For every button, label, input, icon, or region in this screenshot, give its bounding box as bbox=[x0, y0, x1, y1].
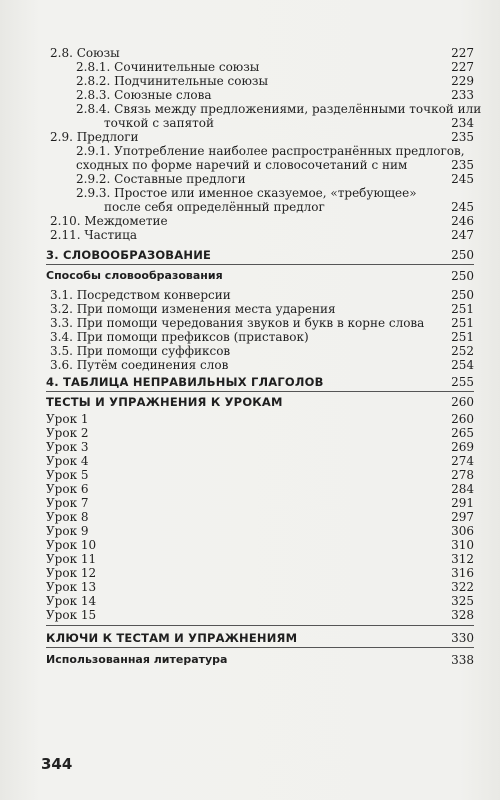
toc-page-number: 229 bbox=[451, 74, 474, 88]
toc-entry-title: 3.5. При помощи суффиксов bbox=[50, 344, 231, 358]
toc-entry-title: 2.8.1. Сочинительные союзы bbox=[76, 60, 260, 74]
toc-entry-title: Урок 10 bbox=[46, 538, 97, 552]
toc-page-number: 328 bbox=[451, 608, 474, 622]
toc-entry-title: Урок 7 bbox=[46, 496, 89, 510]
toc-entry-title: Урок 4 bbox=[46, 454, 89, 468]
divider-rule bbox=[46, 625, 474, 626]
toc-entry-title: Урок 8 bbox=[46, 510, 89, 524]
toc-page-number: 227 bbox=[451, 60, 474, 74]
toc-entry-title: 2.9.1. Употребление наиболее распространённых предлогов, bbox=[76, 144, 465, 158]
divider-rule bbox=[46, 264, 474, 265]
toc-page-number: 306 bbox=[451, 524, 474, 538]
toc-page-number: 227 bbox=[451, 46, 474, 60]
toc-entry-title: КЛЮЧИ К ТЕСТАМ И УПРАЖНЕНИЯМ bbox=[46, 631, 298, 645]
toc-entry-title: 2.9.2. Составные предлоги bbox=[76, 172, 246, 186]
toc-page-number: 274 bbox=[451, 454, 474, 468]
toc-page-number: 312 bbox=[451, 552, 474, 566]
toc-page-number: 245 bbox=[451, 200, 474, 214]
toc-page-number: 316 bbox=[451, 566, 474, 580]
toc-page-number: 322 bbox=[451, 580, 474, 594]
toc-entry-title: 2.8.4. Связь между предложениями, разделёнными точкой или bbox=[76, 102, 482, 116]
toc-page-number: 310 bbox=[451, 538, 474, 552]
toc-page-number: 250 bbox=[451, 248, 474, 262]
toc-entry-title: 3.2. При помощи изменения места ударения bbox=[50, 302, 336, 316]
toc-entry-title: Урок 15 bbox=[46, 608, 97, 622]
toc-entry-title: сходных по форме наречий и словосочетаний с ним bbox=[76, 158, 408, 172]
toc-page-number: 247 bbox=[451, 228, 474, 242]
toc-entry-title: 3.1. Посредством конверсии bbox=[50, 288, 231, 302]
toc-entry-title: Урок 13 bbox=[46, 580, 97, 594]
toc-page-number: 252 bbox=[451, 344, 474, 358]
toc-entry-title: Урок 1 bbox=[46, 412, 89, 426]
toc-page-number: 250 bbox=[451, 269, 474, 283]
toc-page-number: 297 bbox=[451, 510, 474, 524]
divider-rule bbox=[46, 391, 474, 392]
toc-entry-title: Использованная литература bbox=[46, 653, 228, 666]
toc-entry-title: ТЕСТЫ И УПРАЖНЕНИЯ К УРОКАМ bbox=[46, 395, 283, 409]
toc-entry-title: Урок 2 bbox=[46, 426, 89, 440]
toc-entry-title: 2.8. Союзы bbox=[50, 46, 120, 60]
toc-entry-title: 3. СЛОВООБРАЗОВАНИЕ bbox=[46, 248, 212, 262]
toc-page-number: 260 bbox=[451, 395, 474, 409]
page-number: 344 bbox=[41, 755, 73, 773]
toc-page-number: 291 bbox=[451, 496, 474, 510]
toc-page-number: 260 bbox=[451, 412, 474, 426]
toc-page-number: 278 bbox=[451, 468, 474, 482]
toc-entry-title: Способы словообразования bbox=[46, 269, 223, 282]
toc-entry-title: 2.8.3. Союзные слова bbox=[76, 88, 212, 102]
toc-page-number: 338 bbox=[451, 653, 474, 667]
toc-page-number: 246 bbox=[451, 214, 474, 228]
toc-entry-title: 3.6. Путём соединения слов bbox=[50, 358, 229, 372]
toc-entry-title: 2.8.2. Подчинительные союзы bbox=[76, 74, 269, 88]
toc-page-number: 330 bbox=[451, 631, 474, 645]
toc-page-number: 245 bbox=[451, 172, 474, 186]
toc-page-number: 325 bbox=[451, 594, 474, 608]
toc-entry-title: после себя определённый предлог bbox=[104, 200, 325, 214]
toc-entry-title: 2.9. Предлоги bbox=[50, 130, 139, 144]
toc-page-number: 235 bbox=[451, 158, 474, 172]
toc-page-number: 284 bbox=[451, 482, 474, 496]
toc-entry-title: 2.10. Междометие bbox=[50, 214, 168, 228]
toc-page-number: 254 bbox=[451, 358, 474, 372]
toc-entry-title: 3.4. При помощи префиксов (приставок) bbox=[50, 330, 309, 344]
toc-entry-title: Урок 11 bbox=[46, 552, 97, 566]
toc-entry-title: Урок 9 bbox=[46, 524, 89, 538]
toc-entry-title: 2.9.3. Простое или именное сказуемое, «требующее» bbox=[76, 186, 417, 200]
divider-rule bbox=[46, 647, 474, 648]
toc-entry-title: точкой с запятой bbox=[104, 116, 214, 130]
toc-page-number: 265 bbox=[451, 426, 474, 440]
toc-page-number: 269 bbox=[451, 440, 474, 454]
toc-entry-title: Урок 5 bbox=[46, 468, 89, 482]
toc-entry-title: 2.11. Частица bbox=[50, 228, 138, 242]
toc-entry-title: Урок 3 bbox=[46, 440, 89, 454]
toc-entry-title: Урок 6 bbox=[46, 482, 89, 496]
toc-page-number: 233 bbox=[451, 88, 474, 102]
toc-page-number: 251 bbox=[451, 316, 474, 330]
toc-entry-title: 4. ТАБЛИЦА НЕПРАВИЛЬНЫХ ГЛАГОЛОВ bbox=[46, 375, 324, 389]
toc-page-number: 251 bbox=[451, 302, 474, 316]
toc-page-number: 235 bbox=[451, 130, 474, 144]
toc-page-number: 250 bbox=[451, 288, 474, 302]
toc-entry-title: Урок 14 bbox=[46, 594, 97, 608]
toc-page-number: 234 bbox=[451, 116, 474, 130]
toc-entry-title: 3.3. При помощи чередования звуков и букв в корне слова bbox=[50, 316, 425, 330]
toc-page-number: 255 bbox=[451, 375, 474, 389]
toc-entry-title: Урок 12 bbox=[46, 566, 97, 580]
toc-page-number: 251 bbox=[451, 330, 474, 344]
